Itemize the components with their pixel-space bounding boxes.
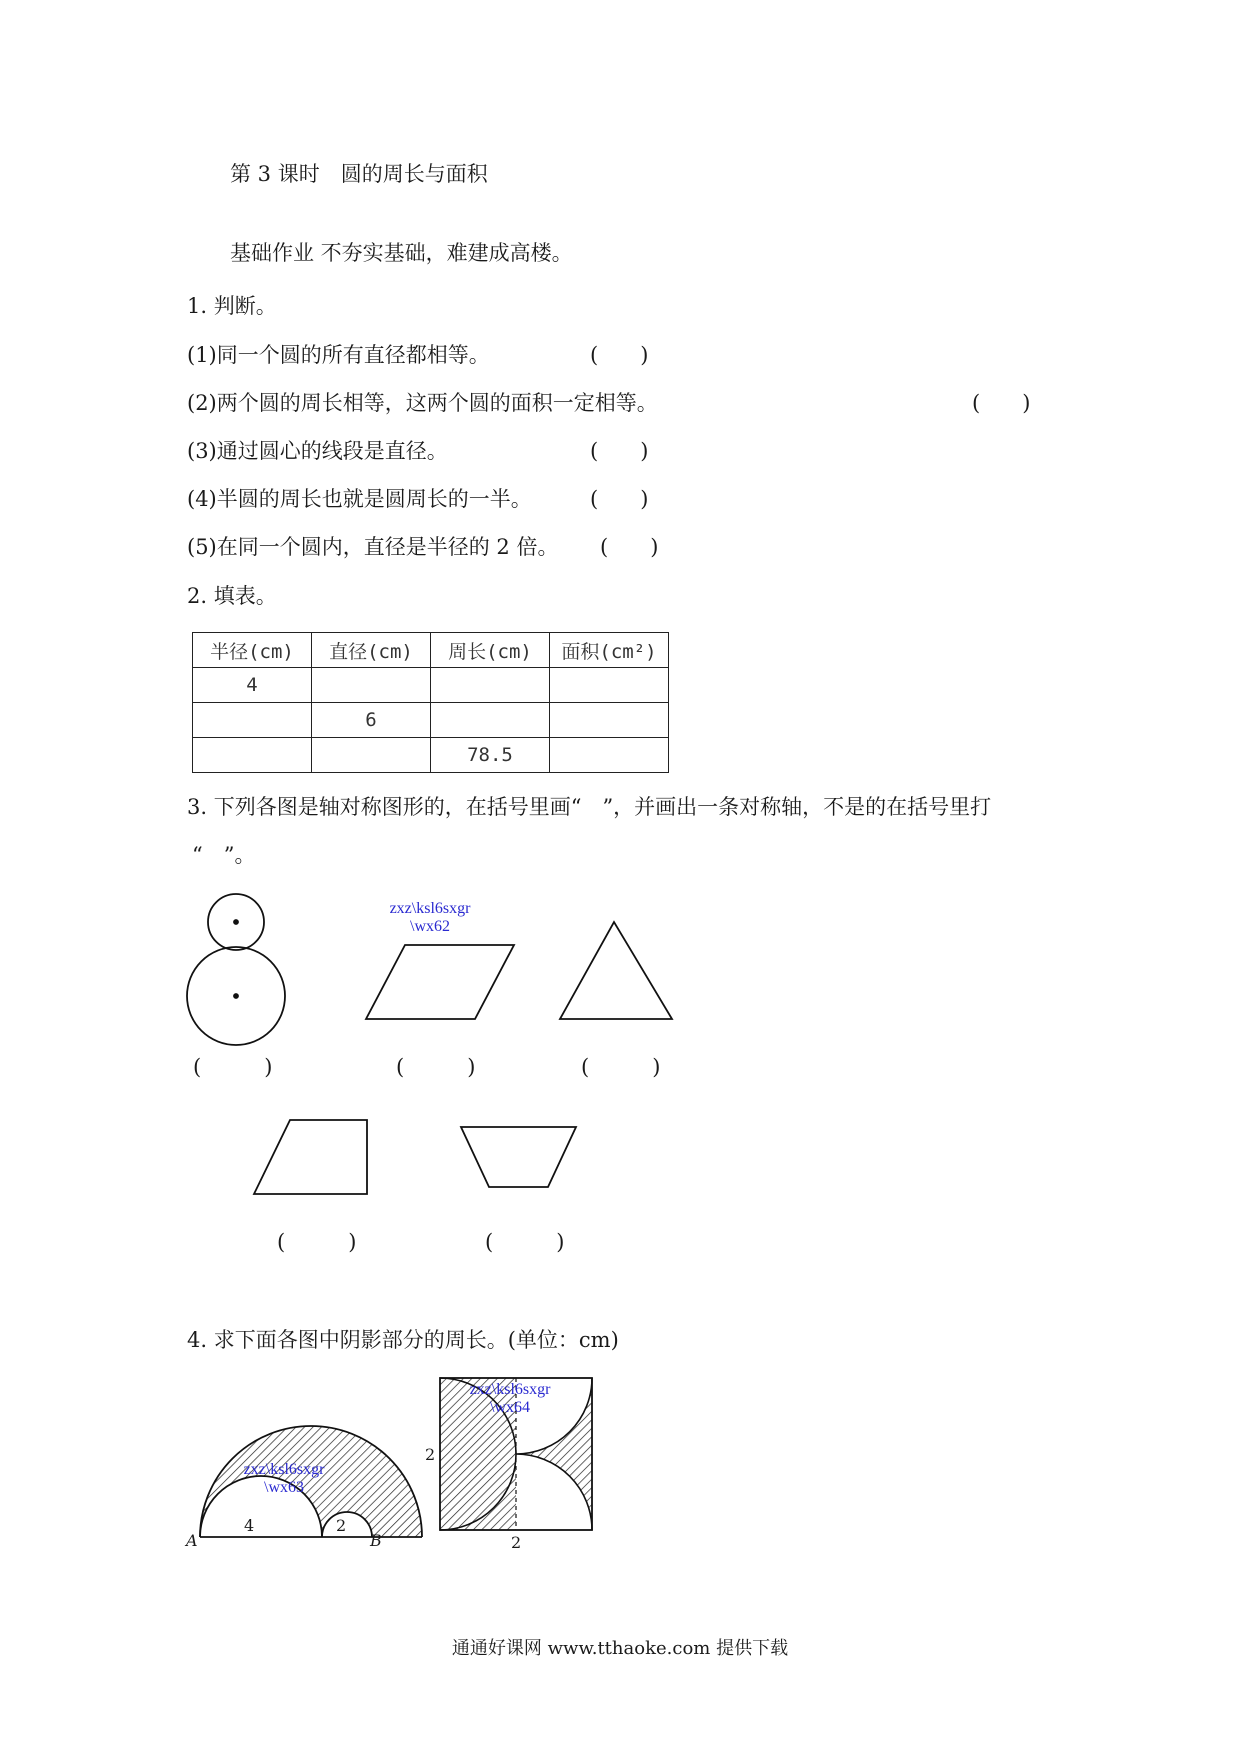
q1-answer-1[interactable]: ( ) xyxy=(590,343,649,367)
watermark-line: zxz\ksl6sxgr xyxy=(243,1461,325,1478)
q3-answer-1[interactable]: ( ) xyxy=(193,1055,273,1079)
q3-instruction: 3. 下列各图是轴对称图形的，在括号里画“ ”，并画出一条对称轴，不是的在括号里打 xyxy=(187,795,992,819)
table-cell[interactable]: 4 xyxy=(193,668,312,703)
q1-answer-4[interactable]: ( ) xyxy=(590,487,649,511)
watermark-line: zxz\ksl6sxgr xyxy=(389,900,471,917)
q2-label: 2. 填表。 xyxy=(187,584,277,608)
q4-label: 4. 求下面各图中阴影部分的周长。(单位：cm) xyxy=(187,1328,619,1352)
page-footer: 通通好课网 www.tthaoke.com 提供下载 xyxy=(451,1638,789,1659)
watermark xyxy=(234,1461,334,1496)
watermark-line: \wx63 xyxy=(264,1478,304,1496)
section-heading: 基础作业 不夯实基础，难建成高楼。 xyxy=(230,241,573,265)
watermark-line: \wx64 xyxy=(490,1398,530,1416)
q1-item-5: (5)在同一个圆内，直径是半径的 2 倍。 xyxy=(187,535,559,559)
table-cell[interactable]: 6 xyxy=(312,703,431,738)
q1-item-3: (3)通过圆心的线段是直径。 xyxy=(187,439,448,463)
dim-bottom: 2 xyxy=(511,1533,522,1552)
q3-answer-3[interactable]: ( ) xyxy=(581,1055,661,1079)
right-trapezoid-figure xyxy=(254,1120,367,1194)
watermark xyxy=(460,1381,560,1416)
dim-small-diameter: 2 xyxy=(336,1516,347,1535)
double-circle-figure xyxy=(187,894,285,1045)
q1-item-2: (2)两个圆的周长相等，这两个圆的面积一定相等。 xyxy=(187,391,658,415)
table-header: 面积(cm²) xyxy=(550,633,669,668)
table-header: 半径(cm) xyxy=(193,633,312,668)
watermark-line: \wx62 xyxy=(410,917,450,935)
q1-answer-3[interactable]: ( ) xyxy=(590,439,649,463)
q1-item-4: (4)半圆的周长也就是圆周长的一半。 xyxy=(187,487,532,511)
table-header: 周长(cm) xyxy=(431,633,550,668)
dim-side: 2 xyxy=(425,1445,436,1464)
point-b-label: B xyxy=(370,1531,382,1550)
q1-label: 1. 判断。 xyxy=(187,294,277,318)
triangle-figure xyxy=(560,922,672,1019)
q3-answer-4[interactable]: ( ) xyxy=(277,1230,357,1254)
q3-answer-2[interactable]: ( ) xyxy=(396,1055,476,1079)
q3-answer-5[interactable]: ( ) xyxy=(485,1230,565,1254)
watermark-line: zxz\ksl6sxgr xyxy=(469,1381,551,1398)
isosceles-trapezoid-figure xyxy=(461,1127,576,1187)
point-a-label: A xyxy=(186,1531,198,1550)
q1-answer-5[interactable]: ( ) xyxy=(600,535,659,559)
table-header: 直径(cm) xyxy=(312,633,431,668)
q1-answer-2[interactable]: ( ) xyxy=(972,391,1031,415)
parallelogram-figure xyxy=(366,945,514,1019)
dim-big-diameter: 4 xyxy=(244,1516,255,1535)
table-cell[interactable]: 78.5 xyxy=(431,738,550,773)
q3-instruction-cont: “ ”。 xyxy=(192,843,256,867)
lesson-title: 第 3 课时 圆的周长与面积 xyxy=(230,162,488,186)
q1-item-1: (1)同一个圆的所有直径都相等。 xyxy=(187,343,490,367)
